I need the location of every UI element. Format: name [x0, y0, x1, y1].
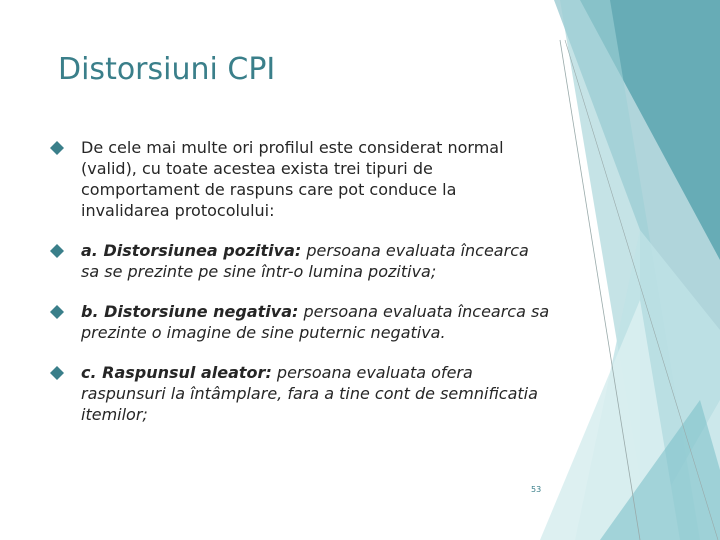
list-item: [50, 137, 550, 221]
bullet-lead: c. Raspunsul aleator:: [81, 363, 272, 382]
bullet-lead: b. Distorsiune negativa:: [81, 302, 299, 321]
bullet-text: [81, 362, 550, 425]
diamond-bullet-icon: [50, 305, 64, 319]
diamond-bullet-icon: [50, 244, 64, 258]
bullet-text: [81, 301, 550, 343]
bullet-text: [81, 137, 550, 221]
bullet-body: persoana evaluata ofera raspunsuri la întâmplare, fara a tine cont de semnificatia itemilor;: [81, 363, 538, 424]
list-item: [50, 301, 550, 343]
bullet-body: persoana evaluata încearca sa prezinte o imagine de sine puternic negativa.: [81, 302, 550, 342]
bullet-lead: a. Distorsiunea pozitiva:: [81, 241, 302, 260]
page-number: 53: [531, 485, 542, 494]
list-item: [50, 362, 550, 425]
diamond-bullet-icon: [50, 366, 64, 380]
bullet-text: [81, 240, 550, 282]
bullet-list: [50, 137, 550, 444]
bullet-body: De cele mai multe ori profilul este considerat normal (valid), cu toate acestea exista trei tipuri de comportament de raspuns care pot conduce la invalidarea protocolului:: [81, 138, 504, 220]
list-item: [50, 240, 550, 282]
slide-title: Distorsiuni CPI: [58, 52, 276, 87]
bullet-body: persoana evaluata încearca sa se prezinte pe sine într-o lumina pozitiva;: [81, 241, 529, 281]
diamond-bullet-icon: [50, 141, 64, 155]
